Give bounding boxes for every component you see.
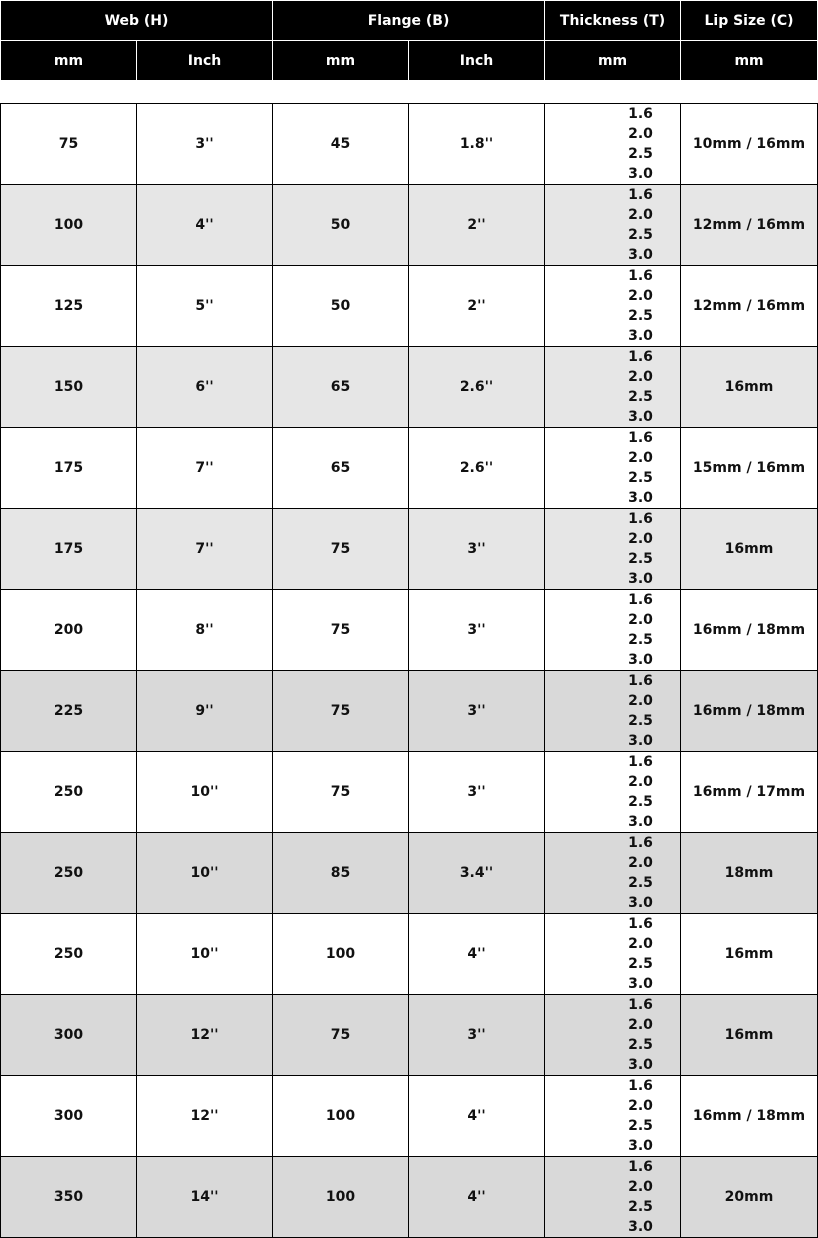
thickness-value: 2.5 xyxy=(628,875,653,891)
cell-flange-inch: 4'' xyxy=(409,1076,545,1157)
cell-flange-inch: 3.4'' xyxy=(409,833,545,914)
cell-flange-mm: 75 xyxy=(273,995,409,1076)
cell-lip-size: 16mm / 18mm xyxy=(681,671,818,752)
thickness-value: 2.0 xyxy=(628,693,653,709)
cell-thickness xyxy=(545,509,681,590)
cell-web-mm: 350 xyxy=(1,1157,137,1238)
cell-thickness xyxy=(545,995,681,1076)
thickness-value: 1.6 xyxy=(628,430,653,446)
header-units-row xyxy=(1,41,818,81)
thickness-value: 2.5 xyxy=(628,227,653,243)
thickness-value: 2.0 xyxy=(628,1098,653,1114)
cell-thickness xyxy=(545,914,681,995)
cell-web-mm: 225 xyxy=(1,671,137,752)
thickness-value: 1.6 xyxy=(628,997,653,1013)
table-row xyxy=(1,995,818,1076)
thickness-value: 1.6 xyxy=(628,1159,653,1175)
cell-flange-mm: 65 xyxy=(273,428,409,509)
cell-thickness xyxy=(545,347,681,428)
cell-web-inch: 12'' xyxy=(137,995,273,1076)
cell-web-inch: 6'' xyxy=(137,347,273,428)
thickness-value: 3.0 xyxy=(628,1057,653,1073)
cell-web-inch: 12'' xyxy=(137,1076,273,1157)
header-thickness: Thickness (T) xyxy=(545,1,681,41)
table-row xyxy=(1,833,818,914)
table-row xyxy=(1,752,818,833)
spec-table-header xyxy=(0,0,818,81)
spec-table-body xyxy=(0,103,818,1238)
cell-thickness xyxy=(545,104,681,185)
unit-web-mm: mm xyxy=(1,41,137,81)
thickness-value: 2.5 xyxy=(628,956,653,972)
cell-web-mm: 100 xyxy=(1,185,137,266)
thickness-value: 2.0 xyxy=(628,207,653,223)
cell-lip-size: 16mm / 18mm xyxy=(681,1076,818,1157)
cell-flange-inch: 4'' xyxy=(409,914,545,995)
cell-flange-inch: 2.6'' xyxy=(409,428,545,509)
thickness-value: 2.5 xyxy=(628,632,653,648)
cell-web-mm: 250 xyxy=(1,833,137,914)
thickness-value: 1.6 xyxy=(628,592,653,608)
cell-lip-size: 10mm / 16mm xyxy=(681,104,818,185)
thickness-value: 2.5 xyxy=(628,389,653,405)
table-row xyxy=(1,104,818,185)
header-web: Web (H) xyxy=(1,1,273,41)
cell-lip-size: 18mm xyxy=(681,833,818,914)
cell-web-inch: 8'' xyxy=(137,590,273,671)
thickness-value: 2.5 xyxy=(628,470,653,486)
thickness-value: 1.6 xyxy=(628,268,653,284)
cell-flange-inch: 4'' xyxy=(409,1157,545,1238)
thickness-value: 3.0 xyxy=(628,814,653,830)
cell-web-mm: 175 xyxy=(1,428,137,509)
cell-thickness xyxy=(545,266,681,347)
thickness-value: 3.0 xyxy=(628,409,653,425)
thickness-value: 1.6 xyxy=(628,511,653,527)
cell-thickness xyxy=(545,1157,681,1238)
cell-web-inch: 7'' xyxy=(137,509,273,590)
cell-lip-size: 16mm / 18mm xyxy=(681,590,818,671)
cell-web-mm: 75 xyxy=(1,104,137,185)
cell-lip-size: 16mm xyxy=(681,347,818,428)
thickness-value: 2.0 xyxy=(628,450,653,466)
thickness-value: 2.5 xyxy=(628,1199,653,1215)
cell-web-inch: 14'' xyxy=(137,1157,273,1238)
cell-web-inch: 4'' xyxy=(137,185,273,266)
thickness-value: 3.0 xyxy=(628,166,653,182)
cell-flange-mm: 100 xyxy=(273,914,409,995)
unit-flange-inch: Inch xyxy=(409,41,545,81)
table-row xyxy=(1,914,818,995)
thickness-value: 1.6 xyxy=(628,1078,653,1094)
thickness-value: 2.5 xyxy=(628,146,653,162)
table-row xyxy=(1,266,818,347)
cell-lip-size: 12mm / 16mm xyxy=(681,185,818,266)
thickness-value: 3.0 xyxy=(628,328,653,344)
cell-web-inch: 5'' xyxy=(137,266,273,347)
thickness-value: 3.0 xyxy=(628,976,653,992)
cell-lip-size: 15mm / 16mm xyxy=(681,428,818,509)
thickness-value: 3.0 xyxy=(628,1219,653,1235)
thickness-value: 3.0 xyxy=(628,490,653,506)
cell-web-mm: 150 xyxy=(1,347,137,428)
header-gap xyxy=(0,82,818,103)
unit-web-inch: Inch xyxy=(137,41,273,81)
cell-flange-mm: 100 xyxy=(273,1076,409,1157)
cell-thickness xyxy=(545,752,681,833)
table-row xyxy=(1,1076,818,1157)
cell-flange-mm: 50 xyxy=(273,185,409,266)
cell-flange-mm: 75 xyxy=(273,752,409,833)
table-row xyxy=(1,509,818,590)
cell-thickness xyxy=(545,1076,681,1157)
unit-lip-mm: mm xyxy=(681,41,818,81)
cell-flange-inch: 2'' xyxy=(409,185,545,266)
cell-web-mm: 125 xyxy=(1,266,137,347)
thickness-value: 2.5 xyxy=(628,1037,653,1053)
cell-flange-mm: 50 xyxy=(273,266,409,347)
thickness-value: 2.0 xyxy=(628,1017,653,1033)
cell-thickness xyxy=(545,833,681,914)
thickness-value: 2.5 xyxy=(628,551,653,567)
table-row xyxy=(1,590,818,671)
cell-flange-mm: 85 xyxy=(273,833,409,914)
thickness-value: 2.5 xyxy=(628,1118,653,1134)
cell-web-mm: 250 xyxy=(1,752,137,833)
cell-flange-mm: 75 xyxy=(273,509,409,590)
cell-flange-inch: 3'' xyxy=(409,671,545,752)
table-row xyxy=(1,671,818,752)
thickness-value: 2.0 xyxy=(628,126,653,142)
cell-web-mm: 300 xyxy=(1,995,137,1076)
thickness-value: 2.5 xyxy=(628,794,653,810)
cell-thickness xyxy=(545,428,681,509)
table-row xyxy=(1,428,818,509)
thickness-value: 3.0 xyxy=(628,571,653,587)
thickness-value: 3.0 xyxy=(628,895,653,911)
cell-flange-inch: 3'' xyxy=(409,995,545,1076)
thickness-value: 1.6 xyxy=(628,754,653,770)
thickness-value: 2.0 xyxy=(628,369,653,385)
thickness-value: 2.0 xyxy=(628,936,653,952)
cell-lip-size: 16mm / 17mm xyxy=(681,752,818,833)
thickness-value: 2.5 xyxy=(628,308,653,324)
cell-web-mm: 175 xyxy=(1,509,137,590)
thickness-value: 2.5 xyxy=(628,713,653,729)
table-row xyxy=(1,1157,818,1238)
cell-web-mm: 300 xyxy=(1,1076,137,1157)
cell-flange-inch: 3'' xyxy=(409,590,545,671)
header-flange: Flange (B) xyxy=(273,1,545,41)
thickness-value: 2.0 xyxy=(628,288,653,304)
cell-flange-inch: 1.8'' xyxy=(409,104,545,185)
cell-lip-size: 16mm xyxy=(681,995,818,1076)
cell-web-inch: 10'' xyxy=(137,833,273,914)
table-row xyxy=(1,185,818,266)
cell-thickness xyxy=(545,185,681,266)
cell-web-mm: 250 xyxy=(1,914,137,995)
thickness-value: 2.0 xyxy=(628,1179,653,1195)
cell-flange-inch: 2.6'' xyxy=(409,347,545,428)
thickness-value: 1.6 xyxy=(628,673,653,689)
unit-thickness-mm: mm xyxy=(545,41,681,81)
thickness-value: 3.0 xyxy=(628,1138,653,1154)
cell-lip-size: 20mm xyxy=(681,1157,818,1238)
cell-flange-mm: 45 xyxy=(273,104,409,185)
thickness-value: 1.6 xyxy=(628,835,653,851)
thickness-value: 1.6 xyxy=(628,916,653,932)
cell-flange-inch: 3'' xyxy=(409,509,545,590)
cell-flange-mm: 75 xyxy=(273,671,409,752)
thickness-value: 1.6 xyxy=(628,187,653,203)
thickness-value: 2.0 xyxy=(628,855,653,871)
cell-flange-mm: 75 xyxy=(273,590,409,671)
thickness-value: 2.0 xyxy=(628,612,653,628)
cell-flange-mm: 65 xyxy=(273,347,409,428)
thickness-value: 3.0 xyxy=(628,247,653,263)
cell-web-inch: 7'' xyxy=(137,428,273,509)
cell-web-inch: 3'' xyxy=(137,104,273,185)
cell-flange-inch: 2'' xyxy=(409,266,545,347)
thickness-value: 3.0 xyxy=(628,652,653,668)
thickness-value: 2.0 xyxy=(628,531,653,547)
cell-lip-size: 16mm xyxy=(681,914,818,995)
header-group-row xyxy=(1,1,818,41)
cell-web-mm: 200 xyxy=(1,590,137,671)
table-row xyxy=(1,347,818,428)
thickness-value: 3.0 xyxy=(628,733,653,749)
header-lip-size: Lip Size (C) xyxy=(681,1,818,41)
cell-flange-inch: 3'' xyxy=(409,752,545,833)
cell-web-inch: 10'' xyxy=(137,914,273,995)
cell-thickness xyxy=(545,671,681,752)
cell-flange-mm: 100 xyxy=(273,1157,409,1238)
thickness-value: 2.0 xyxy=(628,774,653,790)
cell-lip-size: 16mm xyxy=(681,509,818,590)
cell-thickness xyxy=(545,590,681,671)
thickness-value: 1.6 xyxy=(628,106,653,122)
cell-web-inch: 10'' xyxy=(137,752,273,833)
unit-flange-mm: mm xyxy=(273,41,409,81)
cell-web-inch: 9'' xyxy=(137,671,273,752)
thickness-value: 1.6 xyxy=(628,349,653,365)
cell-lip-size: 12mm / 16mm xyxy=(681,266,818,347)
